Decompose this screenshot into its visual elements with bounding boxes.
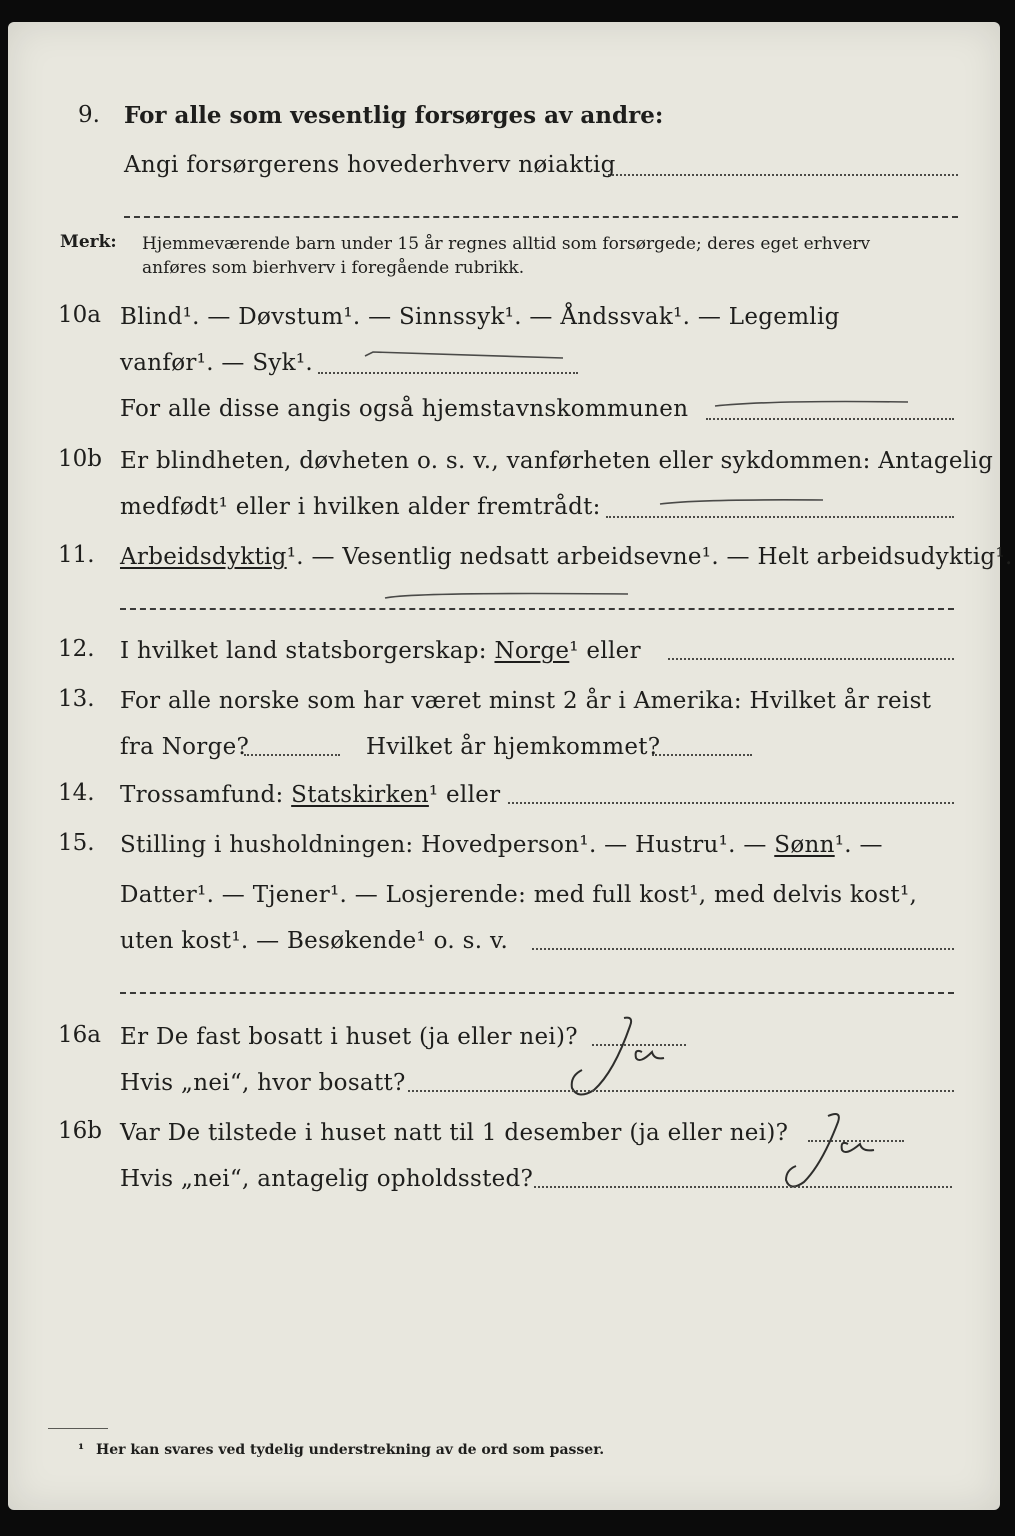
q15-answer-line[interactable] (120, 992, 954, 994)
q15-line-3: uten kost¹. — Besøkende¹ o. s. v. (120, 928, 509, 954)
q10b-number: 10b (58, 446, 102, 472)
q13-left-norway: fra Norge? (120, 734, 250, 760)
q14-line (120, 782, 500, 808)
q16b-whereabouts-field[interactable] (534, 1186, 952, 1188)
q16a-line-1: Er De fast bosatt i huset (ja eller nei)? (120, 1024, 578, 1050)
q10a-line-1: Blind¹. — Døvstum¹. — Sinnssyk¹. — Åndssvak¹. — Legemlig (120, 304, 840, 330)
q14-post: ¹ eller (428, 782, 501, 808)
q15-line-1a: Stilling i husholdningen: Hovedperson¹. — Hustru¹. — (120, 832, 767, 858)
handwritten-stroke-mark-2 (713, 396, 913, 412)
footnote-rule (48, 1428, 108, 1429)
q12-line (120, 638, 641, 664)
q15-number: 15. (58, 830, 95, 856)
merk-label: Merk: (60, 232, 117, 252)
merk-text-2: anføres som bierhverv i foregående rubrikk. (142, 258, 525, 278)
handwritten-stroke-mark (363, 348, 573, 368)
q15-line-2: Datter¹. — Tjener¹. — Losjerende: med full kost¹, med delvis kost¹, (120, 882, 918, 908)
handwritten-stroke-mark-3 (658, 494, 828, 510)
q12-number: 12. (58, 636, 95, 662)
q14-number: 14. (58, 780, 95, 806)
q10b-line-1: Er blindheten, døvheten o. s. v., vanførheten eller sykdommen: Antagelig (120, 448, 994, 474)
q9-title: For alle som vesentlig forsørges av andre: (124, 102, 664, 129)
q9-number: 9. (78, 102, 100, 128)
handwritten-answer-ja-16b (776, 1108, 906, 1198)
q10b-answer-field[interactable] (606, 516, 954, 518)
census-form-page (8, 22, 1013, 1510)
q13-year-left-field[interactable] (244, 754, 340, 756)
answer-16a-text: Ja (654, 1042, 655, 1043)
q11-underlined-option[interactable]: Arbeidsdyktig (120, 544, 287, 570)
q16b-number: 16b (58, 1118, 102, 1144)
q9-answer-line2[interactable] (124, 216, 958, 218)
q10a-sick-field[interactable] (318, 372, 578, 374)
q11-line (120, 544, 1013, 570)
q10a-line-2: vanfør¹. — Syk¹. (120, 350, 314, 376)
handwritten-stroke-mark-4 (383, 588, 633, 604)
footnote-mark: ¹ (78, 1442, 85, 1458)
q14-underlined-option[interactable]: Statskirken (291, 782, 429, 808)
q16a-line-2: Hvis „nei“, hvor bosatt? (120, 1070, 406, 1096)
q10a-line-3: For alle disse angis også hjemstavnskommunen (120, 396, 689, 422)
q15-answer-field[interactable] (532, 948, 954, 950)
q13-number: 13. (58, 686, 95, 712)
q10a-number: 10a (58, 302, 101, 328)
q11-number: 11. (58, 542, 95, 568)
q14-other-faith-field[interactable] (508, 802, 954, 804)
q11-answer-line[interactable] (120, 608, 954, 610)
q16a-where-field[interactable] (408, 1090, 954, 1092)
q10a-home-municipality-field[interactable] (706, 418, 954, 420)
q16a-number: 16a (58, 1022, 101, 1048)
q12-post: ¹ eller (569, 638, 641, 664)
merk-text-1: Hjemmeværende barn under 15 år regnes alltid som forsørgede; deres eget erhverv (142, 234, 871, 254)
q13-returned: Hvilket år hjemkommet? (366, 734, 661, 760)
q16b-line-2: Hvis „nei“, antagelig opholdssted? (120, 1166, 534, 1192)
q15-line-1b: ¹. — (834, 832, 883, 858)
handwritten-answer-ja-16a (564, 1012, 694, 1102)
q9-answer-field[interactable] (608, 174, 958, 176)
q11-rest: ¹. — Vesentlig nedsatt arbeidsevne¹. — Helt arbeidsudyktig¹. (286, 544, 1013, 570)
footnote-text: Her kan svares ved tydelig understrekning av de ord som passer. (96, 1442, 605, 1458)
q9-line: Angi forsørgerens hovederhverv nøiaktig (124, 152, 616, 178)
q10b-line-2: medfødt¹ eller i hvilken alder fremtrådt: (120, 494, 601, 520)
q13-year-returned-field[interactable] (652, 754, 752, 756)
q14-pre: Trossamfund: (120, 782, 284, 808)
q12-underlined-option[interactable]: Norge (494, 638, 570, 664)
answer-16b-text: Ja (866, 1138, 867, 1139)
q12-pre: I hvilket land statsborgerskap: (120, 638, 487, 664)
q13-line-1: For alle norske som har været minst 2 år i Amerika: Hvilket år reist (120, 688, 932, 714)
q16b-line-1: Var De tilstede i huset natt til 1 desember (ja eller nei)? (120, 1120, 789, 1146)
q12-other-country-field[interactable] (668, 658, 954, 660)
q15-line-1 (120, 832, 883, 858)
q15-underlined-option[interactable]: Sønn (774, 832, 835, 858)
